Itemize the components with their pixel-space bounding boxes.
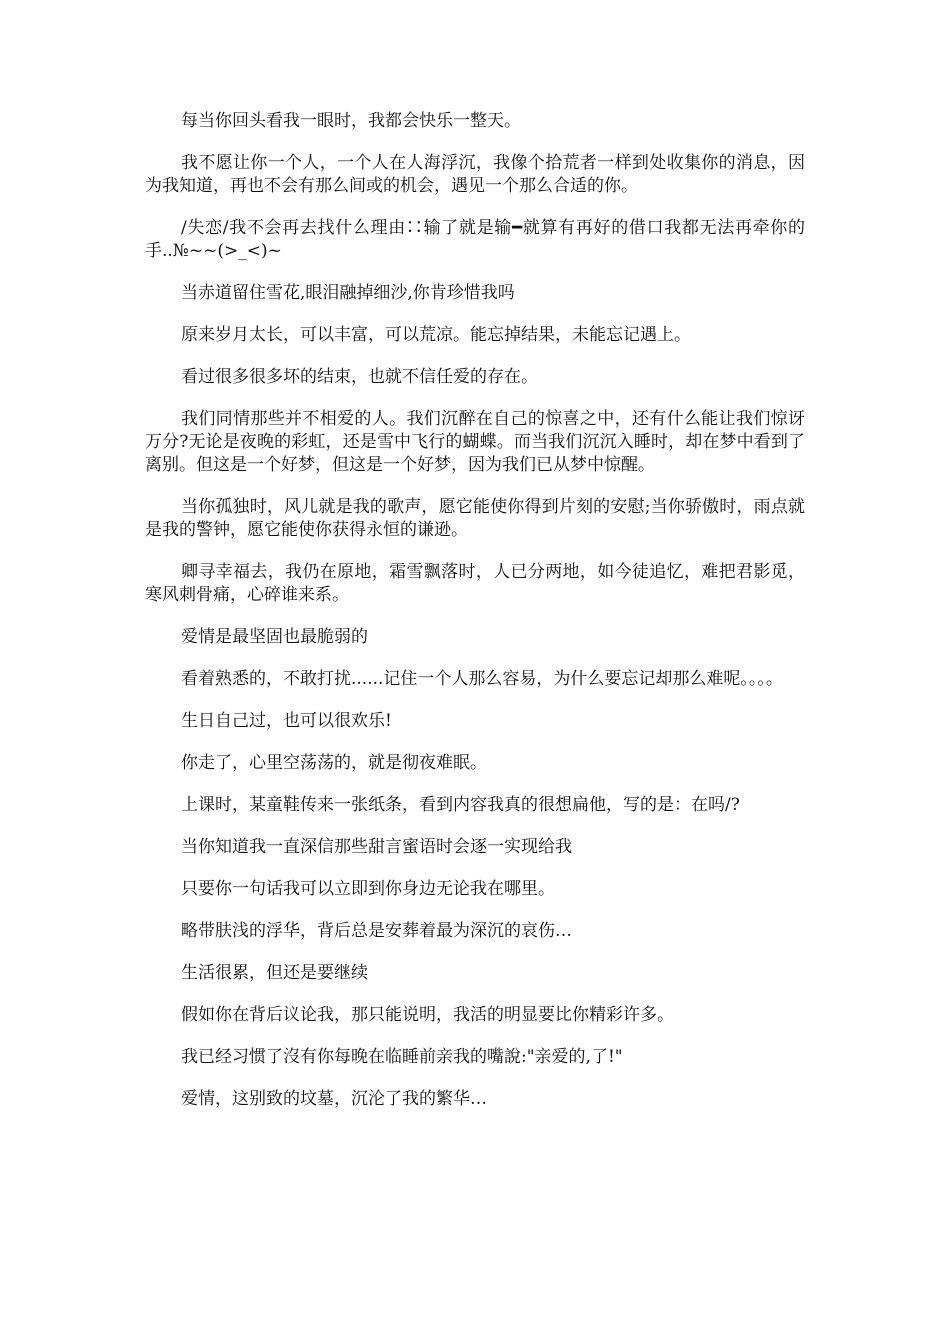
paragraph-5: 原来岁月太长，可以丰富，可以荒凉。能忘掉结果，未能忘记遇上。 xyxy=(181,325,691,345)
paragraph-3: /失恋/我不会再去找什么理由∷输了就是输━就算有再好的借口我都无法再牵你的手..№~~(>_<)~ xyxy=(145,218,805,261)
paragraph-15: 当你知道我一直深信那些甜言蜜语时会逐一实现给我 xyxy=(181,837,572,857)
paragraph-1: 每当你回头看我一眼时，我都会快乐一整天。 xyxy=(181,111,521,131)
document-body xyxy=(145,110,805,1130)
paragraph-9: 卿寻幸福去，我仍在原地，霜雪飘落时，人已分两地，如今徒追忆，难把君影觅，寒风刺骨痛，心碎谁来系。 xyxy=(145,562,805,605)
paragraph-4: 当赤道留住雪花,眼泪融掉细沙,你肯珍惜我吗 xyxy=(181,283,515,303)
paragraph-6: 看过很多很多坏的结束，也就不信任爱的存在。 xyxy=(181,367,538,387)
paragraph-2: 我不愿让你一个人，一个人在人海浮沉，我像个拾荒者一样到处收集你的消息，因为我知道，再也不会有那么间或的机会，遇见一个那么合适的你。 xyxy=(145,153,805,196)
paragraph-11: 看着熟悉的，不敢打扰......记住一个人那么容易，为什么要忘记却那么难呢。。。。 xyxy=(181,669,783,689)
paragraph-13: 你走了，心里空荡荡的，就是彻夜难眠。 xyxy=(181,753,487,773)
paragraph-14: 上课时，某童鞋传来一张纸条，看到内容我真的很想扁他，写的是：在吗/? xyxy=(181,795,740,815)
paragraph-18: 生活很累，但还是要继续 xyxy=(181,963,368,983)
paragraph-12: 生日自己过，也可以很欢乐! xyxy=(181,711,392,731)
paragraph-8: 当你孤独时，风儿就是我的歌声，愿它能使你得到片刻的安慰;当你骄傲时，雨点就是我的警钟，愿它能使你获得永恒的谦逊。 xyxy=(145,497,805,540)
paragraph-17: 略带肤浅的浮华，背后总是安葬着最为深沉的哀伤… xyxy=(181,921,572,941)
paragraph-20: 我已经习惯了沒有你每晚在临睡前亲我的嘴說:"亲爱的,了!" xyxy=(181,1047,623,1067)
paragraph-10: 爱情是最坚固也最脆弱的 xyxy=(181,627,368,647)
paragraph-19: 假如你在背后议论我，那只能说明，我活的明显要比你精彩许多。 xyxy=(181,1005,674,1025)
paragraph-21: 爱情，这别致的坟墓，沉沦了我的繁华… xyxy=(181,1089,487,1109)
paragraph-16: 只要你一句话我可以立即到你身边无论我在哪里。 xyxy=(181,879,555,899)
paragraph-7: 我们同情那些并不相爱的人。我们沉醉在自己的惊喜之中，还有什么能让我们惊讶万分?无论是夜晚的彩虹，还是雪中飞行的蝴蝶。而当我们沉沉入睡时，却在梦中看到了离别。但这是一个好梦，但这是一个好梦，因为我们已从梦中惊醒。 xyxy=(145,409,805,475)
